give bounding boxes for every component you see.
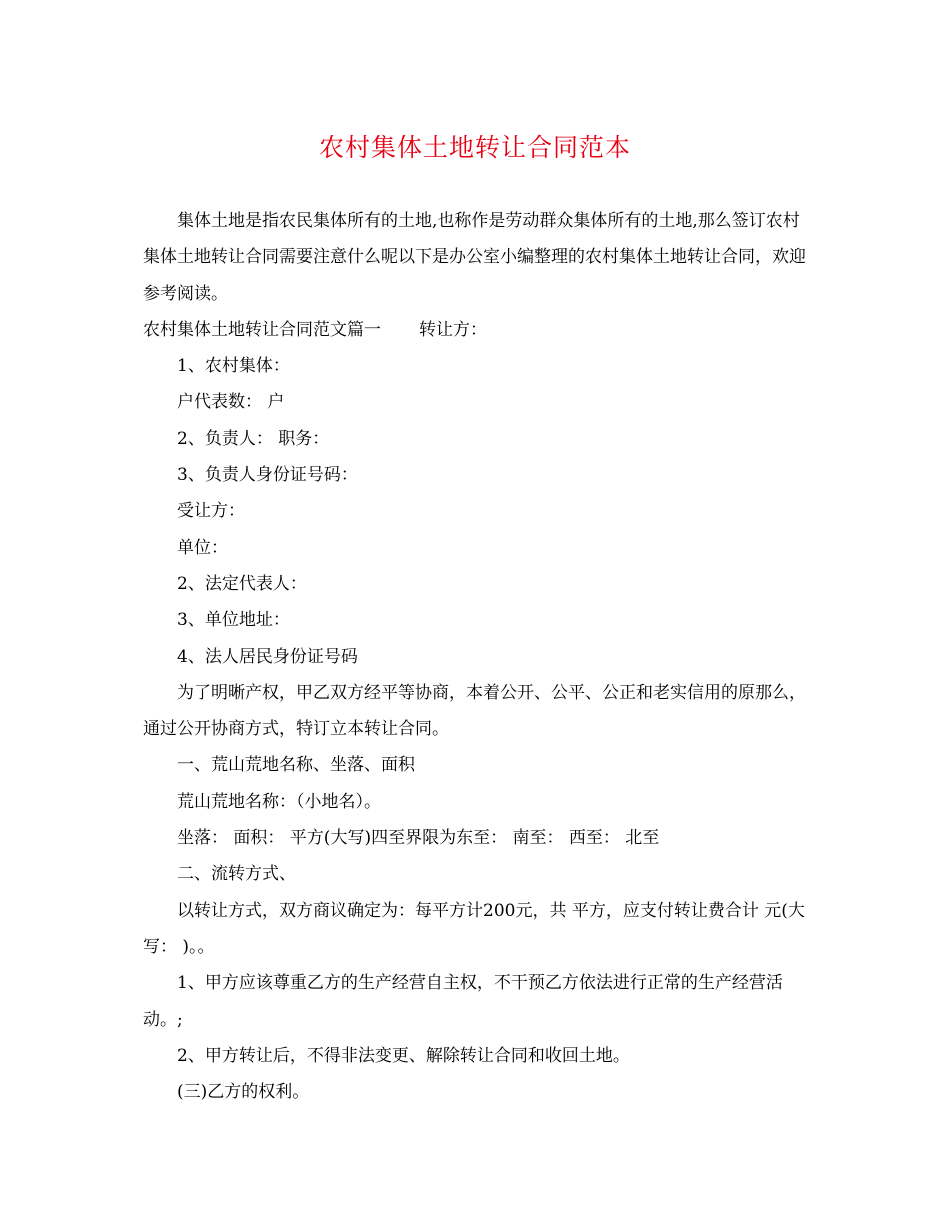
- clause1-name: 荒山荒地名称：（小地名）。: [177, 791, 381, 812]
- field-line: 3、单位地址：: [177, 610, 290, 631]
- field-line: 3、负责人身份证号码：: [177, 465, 358, 486]
- field-line: 2、法定代表人：: [177, 573, 307, 594]
- clause1-heading: 一、荒山荒地名称、坐落、面积: [177, 755, 415, 776]
- clause-b-heading: (三)乙方的权利。: [177, 1082, 310, 1103]
- transferor-label: 转让方：: [419, 319, 487, 340]
- field-line: 受让方：: [177, 501, 245, 522]
- clause2-text: 以转让方式，双方商议确定为：每平方计200元，共 平方，应支付转让费合计 元(大写： )。。: [143, 900, 805, 957]
- clause-a2: 2、甲方转让后，不得非法变更、解除转让合同和收回土地。: [177, 1045, 630, 1066]
- intro-paragraph: 集体土地是指农民集体所有的土地,也称作是劳动群众集体所有的土地,那么签订农村集体土地转让合同需要注意什么呢以下是办公室小编整理的农村集体土地转让合同，欢迎参考阅读。: [143, 211, 806, 304]
- section-heading: 农村集体土地转让合同范文篇一: [143, 319, 381, 340]
- field-line: 单位：: [177, 537, 228, 558]
- document-title: 农村集体土地转让合同范本: [318, 133, 631, 162]
- document-body: [143, 203, 815, 1110]
- section-heading-line: [143, 312, 815, 348]
- clause-a1: 1、甲方应该尊重乙方的生产经营自主权，不干预乙方依法进行正常的生产经营活动。;: [143, 973, 783, 1030]
- clause1-location: 坐落： 面积： 平方(大写)四至界限为东至： 南至： 西至： 北至: [177, 828, 660, 849]
- field-line: 1、农村集体：: [177, 356, 290, 377]
- principle-paragraph: 为了明晰产权，甲乙双方经平等协商，本着公开、公平、公正和老实信用的原那么，通过公开协商方式，特订立本转让合同。: [143, 682, 806, 740]
- field-line: 户代表数： 户: [177, 392, 285, 413]
- field-line: 2、负责人： 职务：: [177, 428, 330, 449]
- field-line: 4、法人居民身份证号码: [177, 646, 358, 667]
- clause2-heading: 二、流转方式、: [177, 864, 296, 885]
